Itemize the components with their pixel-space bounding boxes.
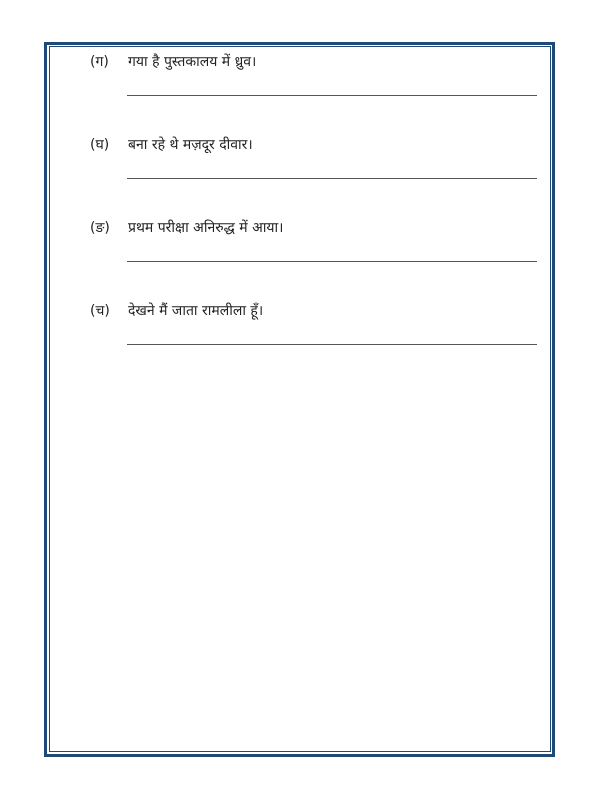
jumbled-sentence: देखने मैं जाता रामलीला हूँ। xyxy=(128,303,264,319)
answer-line[interactable] xyxy=(127,95,537,96)
answer-line[interactable] xyxy=(127,178,537,179)
answer-line[interactable] xyxy=(127,261,537,262)
jumbled-sentence: प्रथम परीक्षा अनिरुद्ध में आया। xyxy=(128,220,284,236)
question-label: (ग) xyxy=(90,54,109,70)
question-label: (घ) xyxy=(90,137,110,153)
page-border-inner xyxy=(49,46,551,752)
jumbled-sentence: गया है पुस्तकालय में ध्रुव। xyxy=(128,54,257,70)
answer-line[interactable] xyxy=(127,344,537,345)
jumbled-sentence: बना रहे थे मज़दूर दीवार। xyxy=(128,137,253,153)
question-label: (ङ) xyxy=(90,220,110,236)
question-label: (च) xyxy=(90,303,110,319)
